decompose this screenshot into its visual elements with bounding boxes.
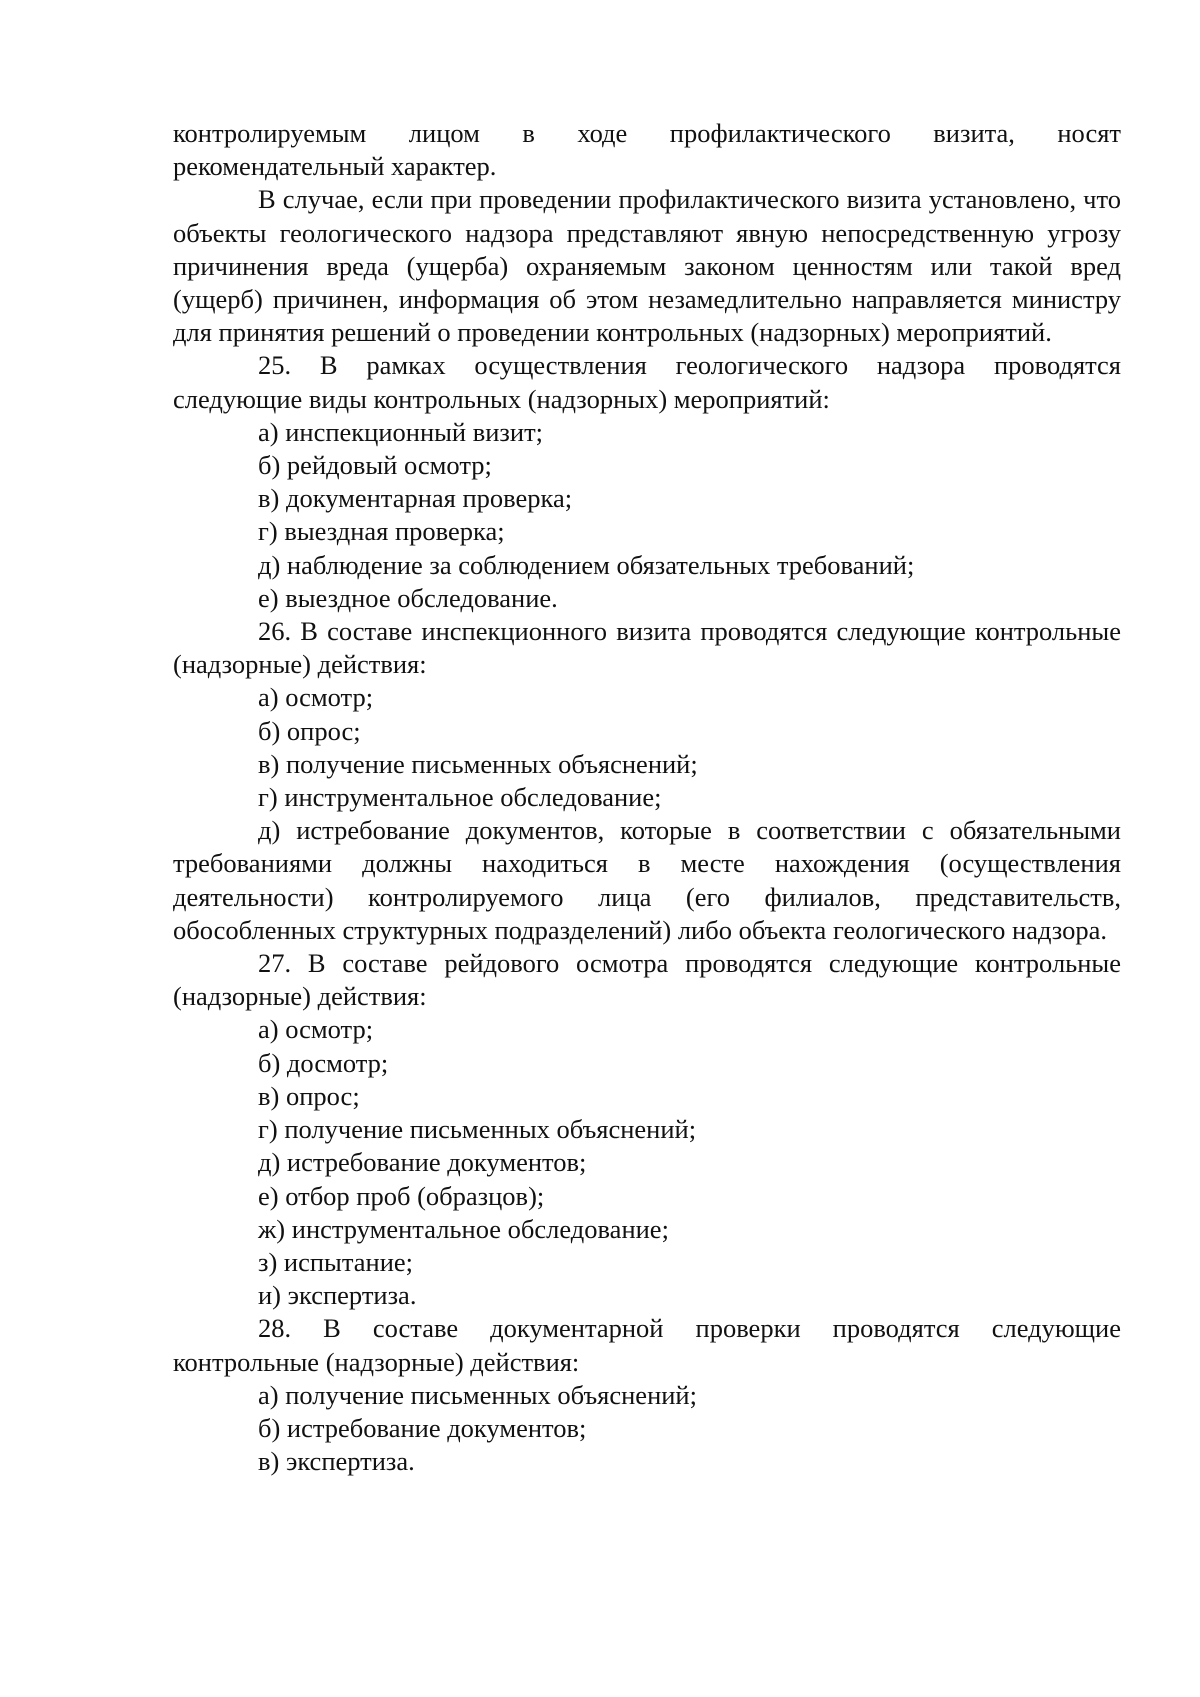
list-item: е) выездное обследование.	[258, 582, 558, 613]
paragraph: 25. В рамках осуществления геологического надзора проводятся следующие виды контрольных (надзорных) мероприятий:	[173, 350, 1121, 414]
paragraph: 27. В составе рейдового осмотра проводятся следующие контрольные (надзорные) действия:	[173, 948, 1121, 1012]
list-item: в) документарная проверка;	[258, 483, 573, 514]
paragraph: 28. В составе документарной проверки проводятся следующие контрольные (надзорные) действия:	[173, 1313, 1121, 1377]
list-item: г) выездная проверка;	[258, 516, 505, 547]
list-item: а) осмотр;	[258, 1014, 374, 1045]
list-item: г) получение письменных объяснений;	[258, 1114, 697, 1145]
list-item: г) инструментальное обследование;	[258, 782, 662, 813]
list-item: ж) инструментальное обследование;	[258, 1213, 669, 1244]
list-item: д) наблюдение за соблюдением обязательных требований;	[258, 549, 915, 580]
paragraph: В случае, если при проведении профилактического визита установлено, что объекты геологического надзора представляют явную непосредственную угрозу причинения вреда (ущерба) охраняемым законом ценностям или такой вред (ущерб) причинен, информация об этом незамедлительно направляется министру для принятия решений о проведении контрольных (надзорных) мероприятий.	[173, 184, 1121, 348]
paragraph: контролируемым лицом в ходе профилактического визита, носят рекомендательный характер.	[173, 118, 1121, 182]
list-item: б) рейдовый осмотр;	[258, 450, 492, 481]
list-item: б) истребование документов;	[258, 1412, 587, 1443]
list-item: и) экспертиза.	[258, 1280, 417, 1311]
list-item: в) опрос;	[258, 1080, 360, 1111]
list-item: а) получение письменных объяснений;	[258, 1379, 697, 1410]
list-item: з) испытание;	[258, 1246, 414, 1277]
list-item: б) опрос;	[258, 715, 361, 746]
paragraph: д) истребование документов, которые в соответствии с обязательными требованиями должны находиться в месте нахождения (осуществления деятельности) контролируемого лица (его филиалов, представительств, обособленных структурных подразделений) либо объекта геологического надзора.	[173, 815, 1121, 945]
list-item: б) досмотр;	[258, 1047, 389, 1078]
list-item: а) осмотр;	[258, 682, 374, 713]
list-item: е) отбор проб (образцов);	[258, 1180, 545, 1211]
paragraph: 26. В составе инспекционного визита проводятся следующие контрольные (надзорные) действия:	[173, 616, 1121, 680]
list-item: а) инспекционный визит;	[258, 416, 544, 447]
list-item: в) получение письменных объяснений;	[258, 748, 698, 779]
list-item: в) экспертиза.	[258, 1446, 415, 1477]
list-item: д) истребование документов;	[258, 1147, 587, 1178]
document-body	[173, 117, 1121, 1478]
